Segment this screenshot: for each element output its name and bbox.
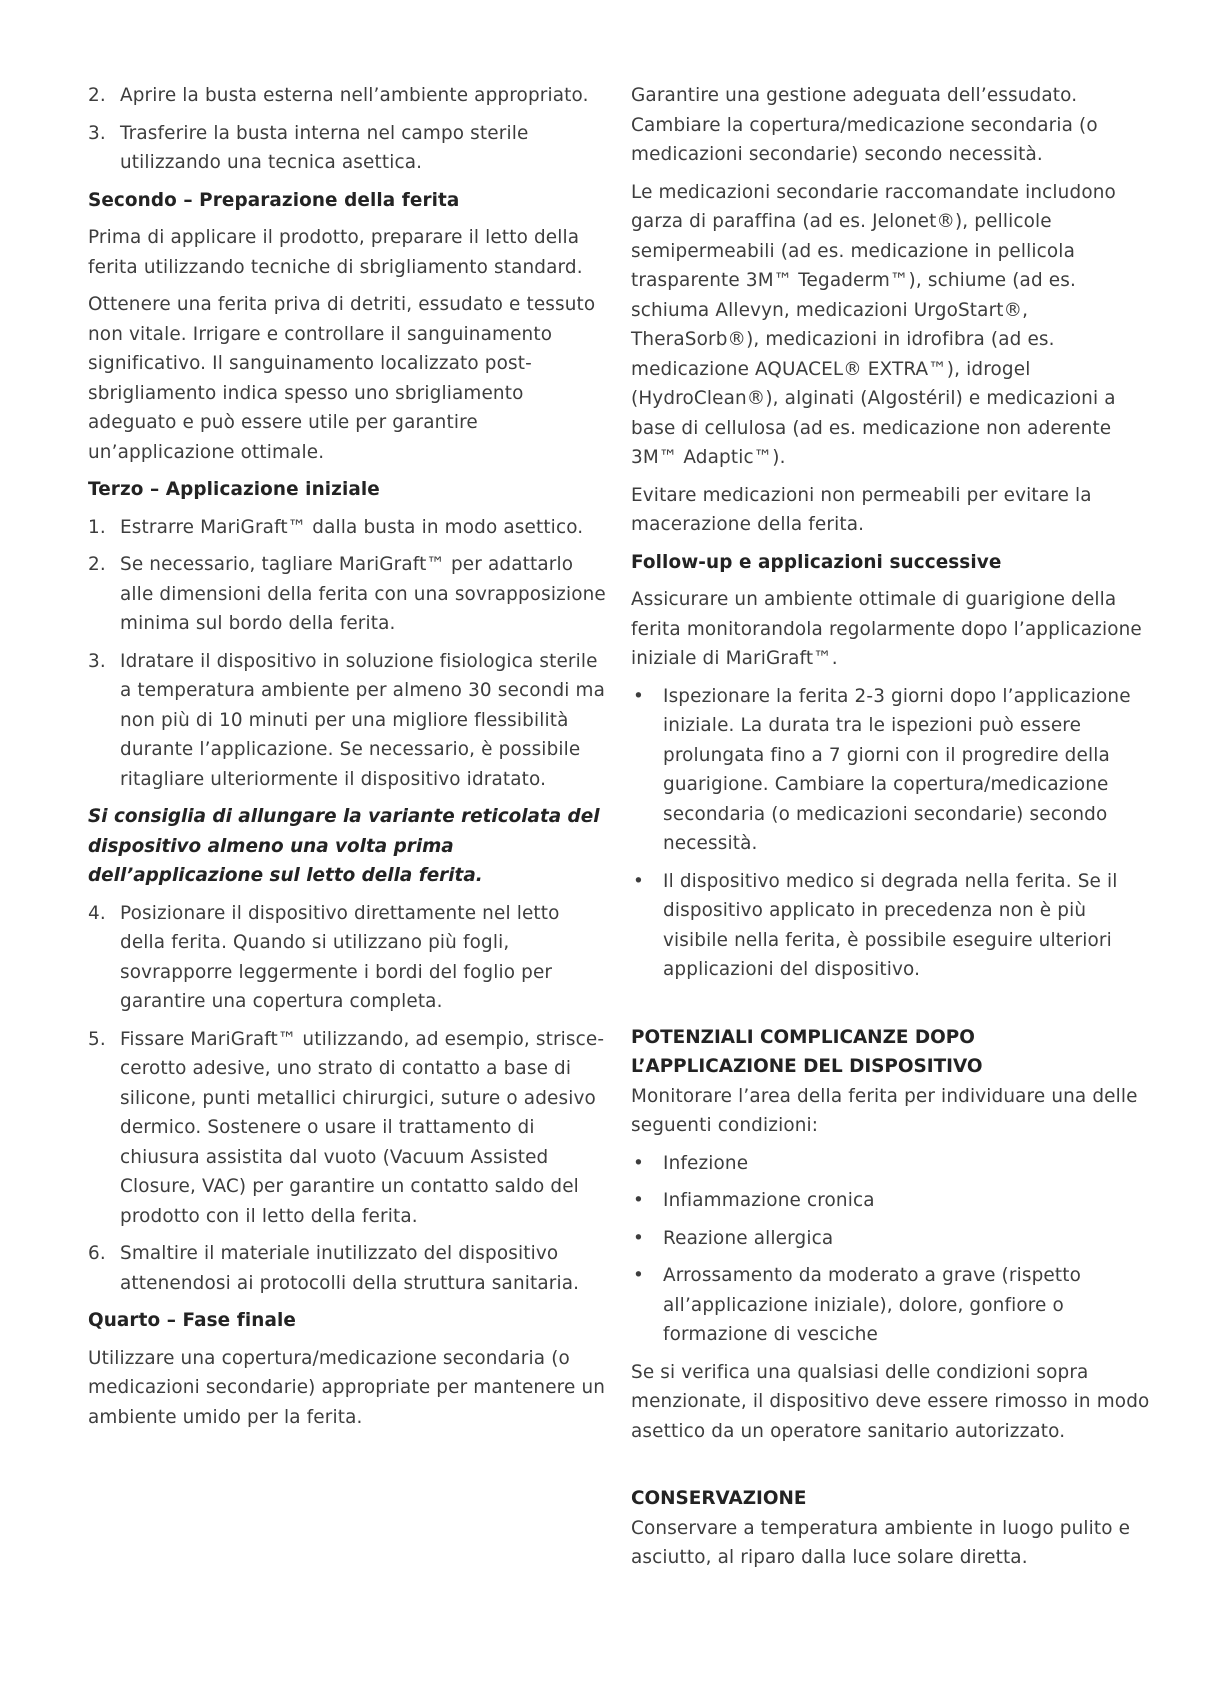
paragraph: Garantire una gestione adeguata dell’essudato. Cambiare la copertura/medicazione secondaria (o medicazioni secondarie) secondo necessità. — [631, 85, 1098, 165]
list-item — [631, 867, 1151, 985]
list-item-text: Infiammazione cronica — [663, 1190, 875, 1211]
list-item — [631, 1149, 1151, 1179]
paragraph: Evitare medicazioni non permeabili per evitare la macerazione della ferita. — [631, 484, 1092, 535]
list-number: 2. — [88, 554, 106, 575]
complications-bullet-list — [631, 1149, 1151, 1350]
list-number: 2. — [88, 85, 106, 106]
right-column — [631, 81, 1151, 1573]
list-item-text: Se necessario, tagliare MariGraft™ per adattarlo alle dimensioni della ferita con una sovrapposizione minima sul bordo della ferita. — [120, 554, 606, 634]
bullet-icon: • — [633, 1190, 644, 1211]
section-heading-storage: CONSERVAZIONE — [631, 1488, 807, 1509]
paragraph: Assicurare un ambiente ottimale di guarigione della ferita monitorandola regolarmente dopo l’applicazione iniziale di MariGraft™. — [631, 589, 1142, 669]
bullet-icon: • — [633, 870, 644, 892]
bullet-icon: • — [633, 1227, 644, 1249]
list-number: 4. — [88, 902, 106, 924]
list-item-text: Posizionare il dispositivo direttamente nel letto della ferita. Quando si utilizzano più fogli, sovrapporre leggermente i bordi del foglio per garantire una copertura completa. — [120, 902, 560, 1012]
list-item — [631, 682, 1151, 859]
bullet-icon: • — [633, 1152, 644, 1174]
bullet-icon: • — [633, 685, 644, 707]
list-item-text: Smaltire il materiale inutilizzato del dispositivo attenendosi ai protocolli della struttura sanitaria. — [120, 1243, 580, 1294]
section-heading-initial-application: Terzo – Applicazione iniziale — [88, 479, 380, 500]
section-heading-preparation: Secondo – Preparazione della ferita — [88, 189, 460, 211]
list-item — [631, 1186, 1151, 1216]
section-heading-followup: Follow-up e applicazioni successive — [631, 551, 1002, 573]
list-item — [88, 1239, 608, 1298]
paragraph: Se si verifica una qualsiasi delle condizioni sopra menzionate, il dispositivo deve essere rimosso in modo asettico da un operatore sanitario autorizzato. — [631, 1361, 1150, 1442]
list-item-text: Fissare MariGraft™ utilizzando, ad esempio, strisce-cerotto adesive, uno strato di contatto a base di silicone, punti metallici chirurgici, suture o adesivo dermico. Sostenere o usare il trattamento di chiusura assistita dal vuoto (Vacuum Assisted Closure, VAC) per garantire un contatto saldo del prodotto con il letto della ferita. — [120, 1028, 605, 1227]
list-number: 1. — [88, 516, 106, 538]
application-steps-list — [88, 513, 608, 795]
paragraph: Monitorare l’area della ferita per individuare una delle seguenti condizioni: — [631, 1085, 1138, 1136]
paragraph: Le medicazioni secondarie raccomandate includono garza di paraffina (ad es. Jelonet®), pellicole semipermeabili (ad es. medicazione in pellicola trasparente 3M™ Tegaderm™), schiume (ad es. schiuma Allevyn, medicazioni UrgoStart®, TheraSorb®), medicazioni in idrofibra (ad es. medicazione AQUACEL® EXTRA™), idrogel (HydroClean®), alginati (Algostéril) e medicazioni a base di cellulosa (ad es. medicazione non aderente 3M™ Adaptic™). — [631, 181, 1116, 468]
intro-steps-list — [88, 81, 608, 178]
list-item-text: Trasferire la busta interna nel campo sterile utilizzando una tecnica asettica. — [120, 122, 529, 173]
bullet-icon: • — [633, 1265, 644, 1286]
list-item-text: Infezione — [663, 1152, 749, 1174]
paragraph: Prima di applicare il prodotto, preparare il letto della ferita utilizzando tecniche di sbrigliamento standard. — [88, 227, 583, 278]
section-heading-complications: POTENZIALI COMPLICANZE DOPO L’APPLICAZIONE DEL DISPOSITIVO — [631, 1026, 983, 1077]
list-item — [88, 513, 608, 543]
list-item-text: Il dispositivo medico si degrada nella ferita. Se il dispositivo applicato in precedenza non è più visibile nella ferita, è possibile eseguire ulteriori applicazioni del dispositivo. — [663, 870, 1118, 980]
list-item — [88, 81, 608, 111]
application-steps-list-continued — [88, 899, 608, 1299]
left-column — [88, 81, 608, 1440]
followup-bullet-list — [631, 682, 1151, 985]
list-number: 3. — [88, 122, 106, 144]
list-item-text: Arrossamento da moderato a grave (rispetto all’applicazione iniziale), dolore, gonfiore o formazione di vesciche — [663, 1265, 1081, 1345]
list-item — [88, 647, 608, 795]
list-number: 3. — [88, 650, 106, 672]
paragraph: Ottenere una ferita priva di detriti, essudato e tessuto non vitale. Irrigare e controllare il sanguinamento significativo. Il sanguinamento localizzato post-sbrigliamento indica spesso uno sbrigliamento adeguato e può essere utile per garantire un’applicazione ottimale. — [88, 294, 596, 463]
list-item — [88, 1025, 608, 1232]
paragraph: Conservare a temperatura ambiente in luogo pulito e asciutto, al riparo dalla luce solare diretta. — [631, 1517, 1131, 1568]
list-number: 6. — [88, 1243, 106, 1264]
list-item-text: Ispezionare la ferita 2-3 giorni dopo l’applicazione iniziale. La durata tra le ispezioni può essere prolungata fino a 7 giorni con il progredire della guarigione. Cambiare la copertura/medicazione secondaria (o medicazioni secondarie) secondo necessità. — [663, 685, 1131, 854]
paragraph: Utilizzare una copertura/medicazione secondaria (o medicazioni secondarie) appropriate per mantenere un ambiente umido per la ferita. — [88, 1347, 606, 1428]
list-item — [88, 119, 608, 178]
list-number: 5. — [88, 1028, 106, 1050]
section-heading-final-phase: Quarto – Fase finale — [88, 1310, 296, 1331]
list-item — [631, 1261, 1151, 1350]
list-item-text: Reazione allergica — [663, 1227, 834, 1249]
list-item — [88, 899, 608, 1017]
italic-note: Si consiglia di allungare la variante reticolata del dispositivo almeno una volta prima dell’applicazione sul letto della ferita. — [88, 806, 600, 886]
list-item-text: Estrarre MariGraft™ dalla busta in modo asettico. — [120, 516, 584, 538]
list-item — [631, 1224, 1151, 1254]
list-item-text: Idratare il dispositivo in soluzione fisiologica sterile a temperatura ambiente per almeno 30 secondi ma non più di 10 minuti per una migliore flessibilità durante l’applicazione. Se necessario, è possibile ritagliare ulteriormente il dispositivo idratato. — [120, 650, 606, 790]
list-item-text: Aprire la busta esterna nell’ambiente appropriato. — [120, 85, 589, 106]
list-item — [88, 550, 608, 639]
